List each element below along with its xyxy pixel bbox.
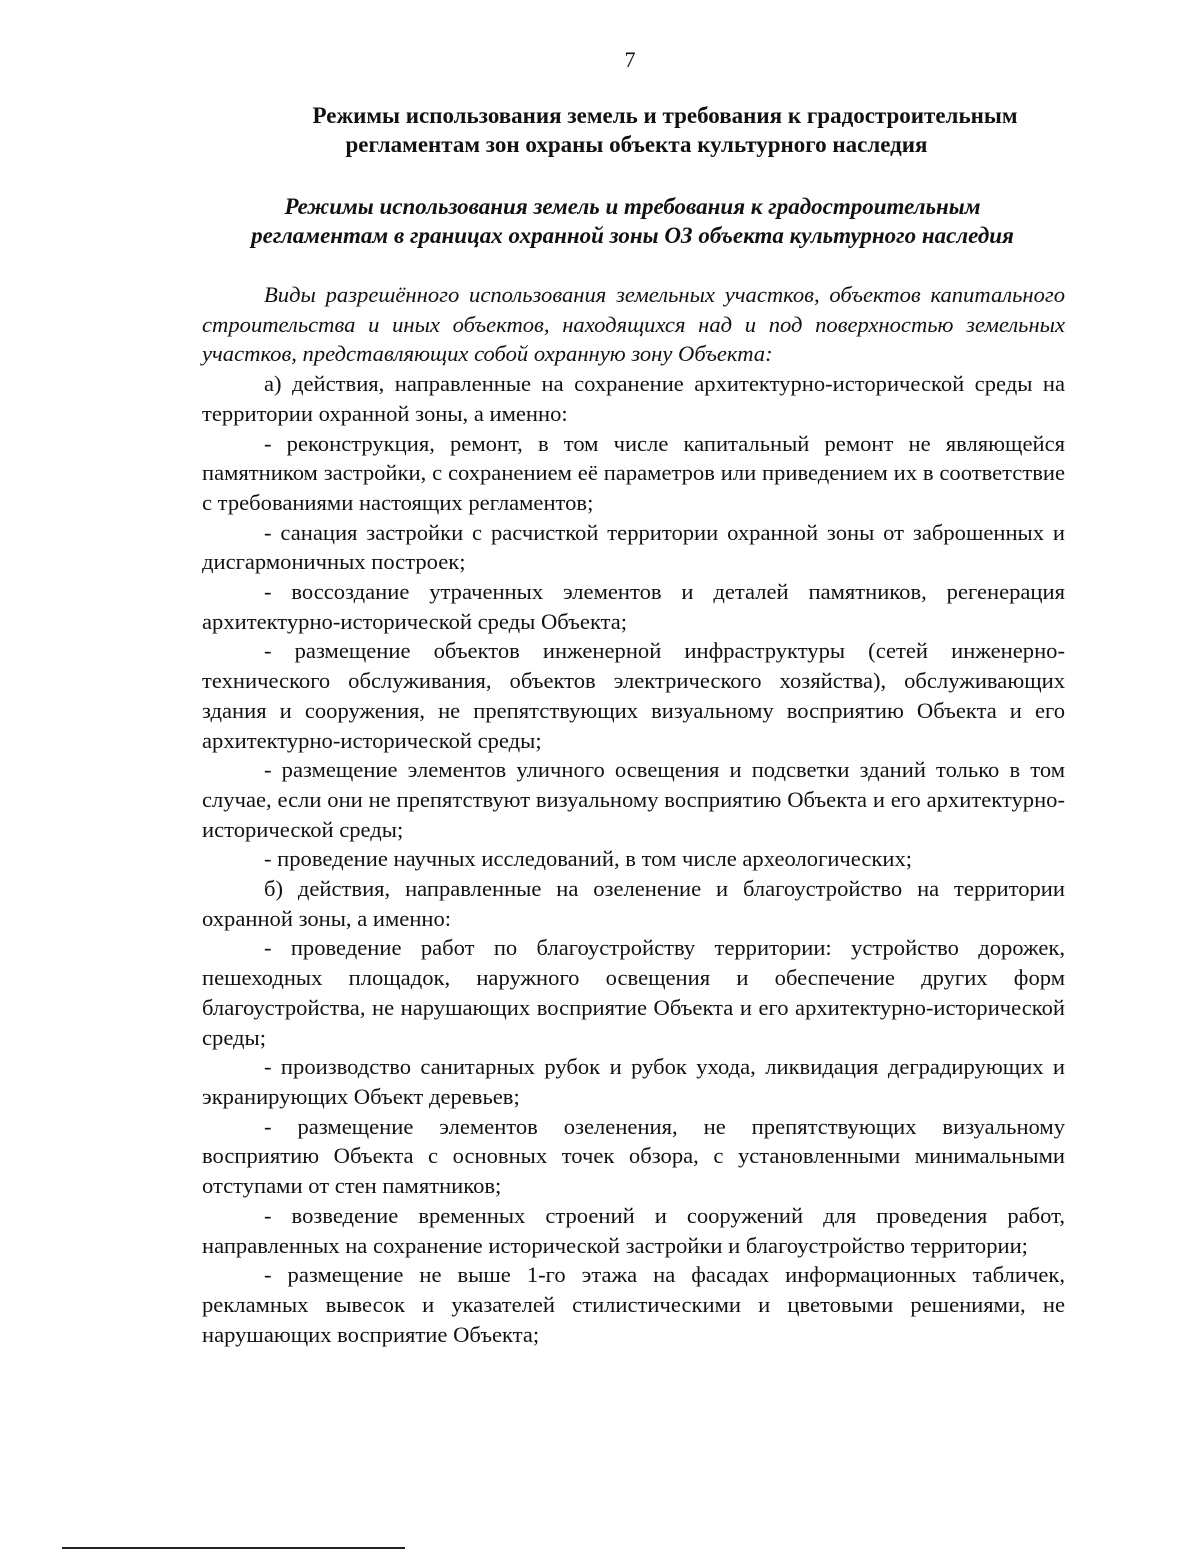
list-item: - реконструкция, ремонт, в том числе капитальный ремонт не являющейся памятником застройки, с сохранением её параметров или приведением их в соответствие с требованиями настоящих регламентов; [202, 430, 1065, 515]
list-item: - проведение работ по благоустройству территории: устройство дорожек, пешеходных площадок, наружного освещения и обеспечение других форм благоустройства, не нарушающих восприятие Объекта и его архитектурно-исторической среды; [202, 935, 1065, 1050]
page-number: 7 [624, 47, 636, 72]
list-item: - проведение научных исследований, в том числе археологических; [264, 846, 913, 872]
section-heading [200, 101, 1065, 159]
footnote-separator-line [62, 1547, 405, 1549]
list-item: - санация застройки с расчисткой территории охранной зоны от заброшенных и дисгармоничных построек; [202, 519, 1065, 575]
list-item: - возведение временных строений и сооружений для проведения работ, направленных на сохранение исторической застройки и благоустройство территории; [202, 1202, 1065, 1258]
list-item: - размещение элементов уличного освещения и подсветки зданий только в том случае, если они не препятствуют визуальному восприятию Объекта и его архитектурно-исторической среды; [202, 757, 1065, 842]
section-heading-line-1: Режимы использования земель и требования к градостроительным [312, 103, 1018, 128]
list-item: - производство санитарных рубок и рубок ухода, ликвидация деградирующих и экранирующих Объект деревьев; [202, 1054, 1065, 1109]
document-body [202, 280, 1065, 1349]
paragraph-item-b: б) действия, направленные на озеленение и благоустройство на территории охранной зоны, а именно: [202, 876, 1065, 931]
paragraph-item-a: а) действия, направленные на сохранение архитектурно-исторической среды на территории охранной зоны, а именно: [202, 371, 1065, 426]
subsection-heading [200, 192, 1065, 250]
list-item: - размещение объектов инженерной инфраструктуры (сетей инженерно-технического обслуживания, объектов электрического хозяйства), обслуживающих здания и сооружения, не препятствующих визуальному восприятию Объекта и его архитектурно-исторической среды; [202, 638, 1065, 753]
list-item: - размещение не выше 1-го этажа на фасадах информационных табличек, рекламных вывесок и указателей стилистическими и цветовыми решениями, не нарушающих восприятие Объекта; [202, 1262, 1065, 1347]
subsection-heading-line-2: регламентам в границах охранной зоны ОЗ объекта культурного наследия [251, 223, 1014, 248]
section-heading-line-2: регламентам зон охраны объекта культурного наследия [345, 132, 928, 157]
list-item: - воссоздание утраченных элементов и деталей памятников, регенерация архитектурно-исторической среды Объекта; [202, 579, 1065, 634]
subsection-heading-line-1: Режимы использования земель и требования к градостроительным [284, 194, 981, 219]
intro-paragraph: Виды разрешённого использования земельных участков, объектов капитального строительства и иных объектов, находящихся над и под поверхностью земельных участков, представляющих собой охранную зону Объекта: [202, 282, 1065, 367]
list-item: - размещение элементов озеленения, не препятствующих визуальному восприятию Объекта с основных точек обзора, с установленными минимальными отступами от стен памятников; [202, 1113, 1065, 1199]
